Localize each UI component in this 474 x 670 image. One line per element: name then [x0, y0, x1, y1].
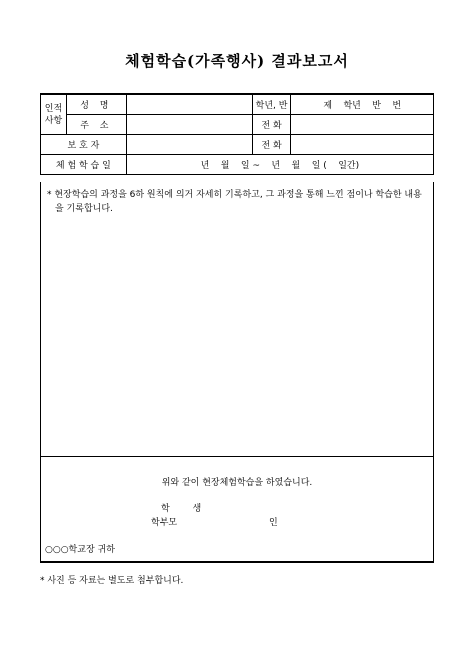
- student-sign-label[interactable]: 학 생: [161, 504, 212, 514]
- principal-addressee: ○○○학교장 귀하: [45, 545, 115, 555]
- confirmation-section: [40, 457, 434, 563]
- period-field[interactable]: 년 월 일 ~ 년 월 일 ( 일간): [126, 155, 433, 175]
- report-content-area[interactable]: [40, 182, 434, 457]
- name-label: 성 명: [66, 94, 126, 115]
- guardian-field[interactable]: [126, 135, 252, 155]
- address-label: 주 소: [66, 115, 126, 135]
- address-field[interactable]: [126, 115, 252, 135]
- seal-label: 인: [269, 518, 278, 528]
- parent-sign-label[interactable]: 학부모: [151, 518, 178, 528]
- name-field[interactable]: [126, 94, 252, 115]
- attachment-note: * 사진 등 자료는 별도로 첨부합니다.: [40, 576, 184, 586]
- instruction-note: * 현장학습의 과정을 6하 원칙에 의거 자세히 기록하고, 그 과정을 통해 느낀 점이나 학습한 내용을 기록합니다.: [47, 190, 422, 214]
- guardian-phone-label: 전 화: [252, 135, 291, 155]
- grade-field[interactable]: 제 학년 반 번: [291, 94, 434, 115]
- phone-label: 전 화: [252, 115, 291, 135]
- document-title: 체험학습(가족행사) 결과보고서: [125, 52, 349, 70]
- grade-label: 학년, 반: [252, 94, 291, 115]
- confirmation-statement: 위와 같이 현장체험학습을 하였습니다.: [161, 478, 313, 488]
- info-table: [40, 93, 434, 175]
- guardian-phone-field[interactable]: [291, 135, 434, 155]
- period-label: 체 험 학 습 일: [41, 155, 127, 175]
- phone-field[interactable]: [291, 115, 434, 135]
- personal-info-label: 인적 사항: [41, 94, 67, 135]
- guardian-label: 보 호 자: [41, 135, 127, 155]
